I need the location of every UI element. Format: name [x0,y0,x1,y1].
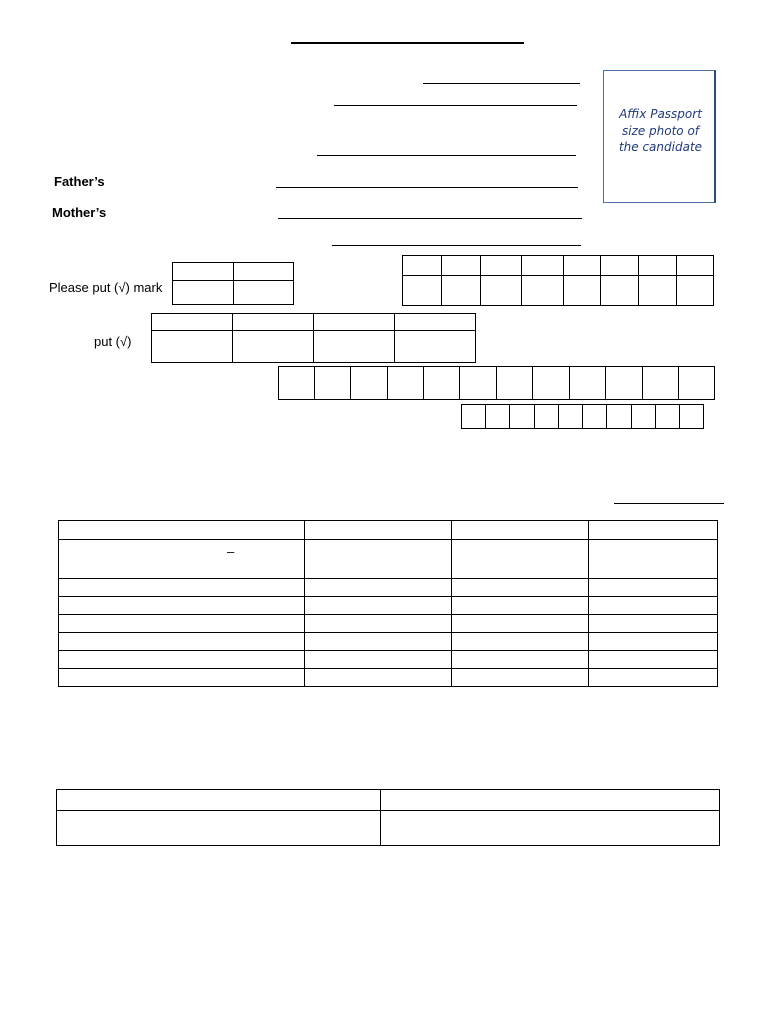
table-cell [57,790,381,811]
table-row [59,540,718,579]
character-boxes-10 [461,404,704,429]
table-cell [381,790,720,811]
table-cell[interactable] [452,669,589,687]
grid-header-cell [564,256,601,276]
grid-header-cell [233,314,314,331]
table-cell[interactable] [59,579,305,597]
table-row [59,651,718,669]
mark-cell[interactable] [233,331,314,363]
mark-cell[interactable] [395,331,476,363]
put-mark-label: put (√) [94,334,132,349]
grid-header-cell [677,256,714,276]
grid-header-cell [152,314,233,331]
table-cell[interactable] [452,633,589,651]
char-box[interactable] [510,405,535,429]
table-cell [305,521,452,540]
char-box[interactable] [559,405,583,429]
grid-input-cell[interactable] [564,276,601,306]
table-cell[interactable] [59,540,305,579]
table-cell[interactable] [57,811,381,846]
grid-input-cell[interactable] [522,276,564,306]
char-box[interactable] [279,367,315,400]
table-cell[interactable] [452,651,589,669]
table-cell[interactable] [305,597,452,615]
field-line-5[interactable] [614,503,724,504]
photo-instruction-line-3: the candidate [618,140,703,154]
field-line-2[interactable] [334,105,577,106]
table-cell[interactable] [589,579,718,597]
grid-header-cell [601,256,639,276]
char-box[interactable] [497,367,533,400]
right-grid-8col [402,255,714,306]
table-cell[interactable] [305,540,452,579]
table-cell[interactable] [59,651,305,669]
char-box[interactable] [606,367,643,400]
table-cell[interactable] [59,597,305,615]
table-row [59,633,718,651]
char-box[interactable] [679,367,715,400]
table-cell[interactable] [589,597,718,615]
char-box[interactable] [462,405,486,429]
character-boxes-12 [278,366,715,400]
table-row [59,615,718,633]
photo-instruction [614,106,707,156]
photo-instruction-line-2: size photo of [621,123,700,138]
mark-cell[interactable] [314,331,395,363]
table-cell[interactable] [305,633,452,651]
table-cell[interactable] [305,615,452,633]
mothers-label: Mother’s [52,205,107,220]
table-cell[interactable] [59,669,305,687]
passport-photo-box [603,70,716,203]
grid-header-cell [403,256,442,276]
mark-cell[interactable] [234,281,294,305]
table-cell[interactable] [381,811,720,846]
please-put-mark-label: Please put (√) mark [49,280,163,295]
fathers-name-field[interactable] [276,187,578,188]
char-box[interactable] [535,405,559,429]
table-row [59,597,718,615]
table-cell[interactable] [589,651,718,669]
char-box[interactable] [388,367,424,400]
table-cell[interactable] [452,579,589,597]
table-row [59,579,718,597]
grid-header-cell [395,314,476,331]
table-cell[interactable] [305,669,452,687]
table-row [57,811,720,846]
grid-header-cell [481,256,522,276]
mothers-name-field[interactable] [278,218,582,219]
grid-header-cell [234,263,294,281]
char-box[interactable] [680,405,704,429]
table-cell[interactable] [589,633,718,651]
table-cell[interactable] [589,615,718,633]
char-box[interactable] [607,405,632,429]
main-table [58,520,718,687]
grid-header-cell [173,263,234,281]
mark-grid-4col [151,313,476,363]
photo-instruction-line-1: Affix Passport [619,107,702,121]
grid-input-cell[interactable] [442,276,481,306]
char-box[interactable] [533,367,570,400]
char-box[interactable] [315,367,351,400]
char-box[interactable] [643,367,679,400]
fathers-label: Father’s [54,174,105,189]
char-box[interactable] [583,405,607,429]
grid-header-cell [522,256,564,276]
grid-input-cell[interactable] [677,276,714,306]
mark-grid-2col [172,262,294,305]
char-box[interactable] [460,367,497,400]
table-cell[interactable] [452,540,589,579]
grid-header-cell [639,256,677,276]
char-box[interactable] [351,367,388,400]
table-header-row [57,790,720,811]
bottom-table [56,789,720,846]
table-dash-mark: – [227,544,235,559]
char-box[interactable] [656,405,680,429]
char-box[interactable] [570,367,606,400]
table-cell[interactable] [589,669,718,687]
table-cell[interactable] [305,579,452,597]
table-cell[interactable] [452,615,589,633]
mark-cell[interactable] [152,331,233,363]
table-cell[interactable] [59,633,305,651]
table-cell [589,521,718,540]
table-cell [59,521,305,540]
grid-input-cell[interactable] [481,276,522,306]
table-cell[interactable] [589,540,718,579]
char-box[interactable] [486,405,510,429]
title-underline [291,42,524,44]
grid-input-cell[interactable] [403,276,442,306]
char-box[interactable] [632,405,656,429]
grid-header-cell [314,314,395,331]
field-line-1[interactable] [423,83,580,84]
table-cell[interactable] [59,615,305,633]
grid-input-cell[interactable] [601,276,639,306]
table-row [59,669,718,687]
char-box[interactable] [424,367,460,400]
field-line-4[interactable] [332,245,581,246]
table-cell[interactable] [452,597,589,615]
table-header-row [59,521,718,540]
table-cell[interactable] [305,651,452,669]
table-cell [452,521,589,540]
grid-input-cell[interactable] [639,276,677,306]
mark-cell[interactable] [173,281,234,305]
field-line-3[interactable] [317,155,576,156]
grid-header-cell [442,256,481,276]
